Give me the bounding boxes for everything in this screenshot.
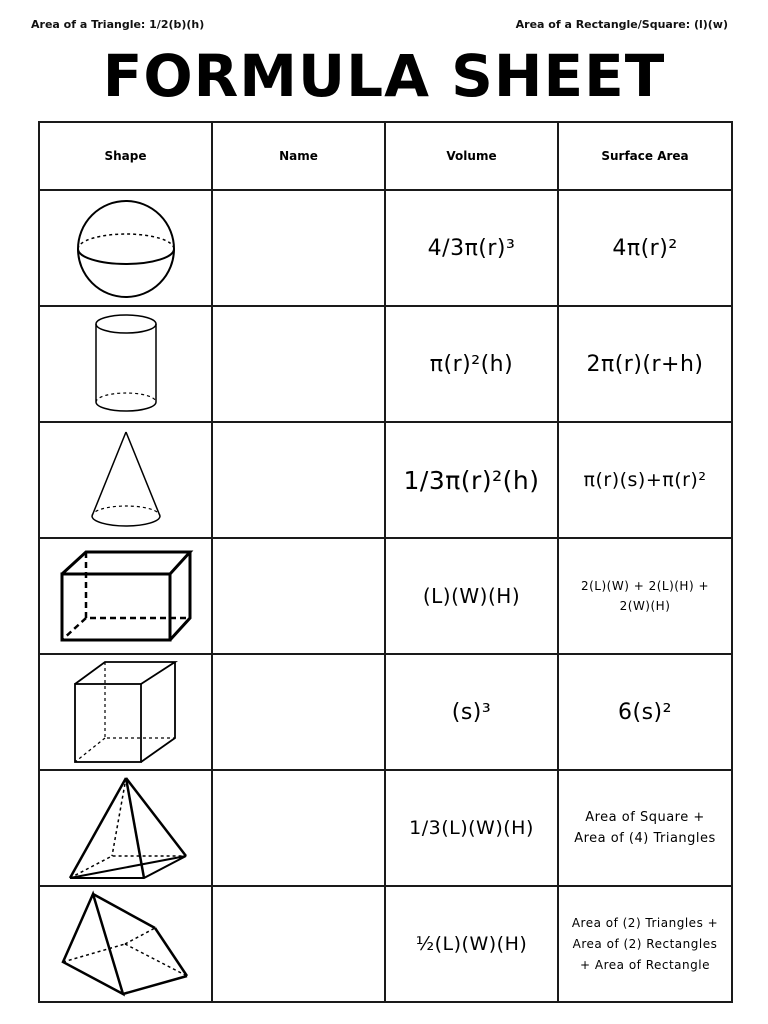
volume-cell <box>385 654 558 770</box>
formula-table <box>38 121 733 1003</box>
table-row <box>39 886 732 1002</box>
table-row <box>39 654 732 770</box>
volume-formula: (L)(W)(H) <box>422 584 521 608</box>
volume-cell <box>385 306 558 422</box>
volume-cell <box>385 886 558 1002</box>
shape-cell <box>39 770 212 886</box>
name-cell[interactable] <box>212 306 385 422</box>
volume-formula: 1/3(L)(W)(H) <box>409 817 534 839</box>
volume-cell <box>385 770 558 886</box>
table-row <box>39 306 732 422</box>
table-row <box>39 422 732 538</box>
volume-cell <box>385 422 558 538</box>
volume-cell <box>385 538 558 654</box>
shape-cell <box>39 886 212 1002</box>
surface-area-formula: 4π(r)² <box>612 235 678 261</box>
surface-area-formula: 2(L)(W) + 2(L)(H) + 2(W)(H) <box>580 579 710 613</box>
surface-area-cell <box>558 770 732 886</box>
shape-cell <box>39 306 212 422</box>
surface-area-cell <box>558 654 732 770</box>
table-row <box>39 538 732 654</box>
triangular-prism-icon <box>59 890 193 998</box>
shape-cell <box>39 422 212 538</box>
name-cell[interactable] <box>212 886 385 1002</box>
column-header-volume: Volume <box>385 122 558 190</box>
page-title: FORMULA SHEET <box>102 42 666 110</box>
volume-formula: ½(L)(W)(H) <box>415 933 528 955</box>
cylinder-icon <box>86 312 166 416</box>
column-header-surface-area: Surface Area <box>558 122 732 190</box>
table-row <box>39 770 732 886</box>
name-cell[interactable] <box>212 654 385 770</box>
cube-icon <box>71 658 181 766</box>
triangle-area-note: Area of a Triangle: 1/2(b)(h) <box>31 18 205 31</box>
table-row <box>39 190 732 306</box>
volume-formula: (s)³ <box>451 699 492 725</box>
surface-area-formula: 6(s)² <box>618 699 672 725</box>
volume-cell <box>385 190 558 306</box>
surface-area-cell <box>558 538 732 654</box>
column-header-name: Name <box>212 122 385 190</box>
surface-area-cell <box>558 306 732 422</box>
surface-area-formula: 2π(r)(r+h) <box>586 351 704 377</box>
shape-cell <box>39 654 212 770</box>
surface-area-cell <box>558 190 732 306</box>
surface-area-cell <box>558 886 732 1002</box>
sphere-icon <box>71 193 181 303</box>
surface-area-formula: Area of Square + Area of (4) Triangles <box>574 810 716 846</box>
volume-formula: π(r)²(h) <box>429 351 514 377</box>
name-cell[interactable] <box>212 422 385 538</box>
name-cell[interactable] <box>212 538 385 654</box>
square-pyramid-icon <box>64 774 188 882</box>
name-cell[interactable] <box>212 190 385 306</box>
name-cell[interactable] <box>212 770 385 886</box>
volume-formula: 4/3π(r)³ <box>427 235 516 261</box>
surface-area-formula: Area of (2) Triangles + Area of (2) Rectangles + Area of Rectangle <box>571 915 719 972</box>
rectangular-prism-icon <box>56 546 196 646</box>
column-header-shape: Shape <box>39 122 212 190</box>
surface-area-cell <box>558 422 732 538</box>
shape-cell <box>39 190 212 306</box>
cone-icon <box>86 428 166 532</box>
surface-area-formula: π(r)(s)+π(r)² <box>583 469 707 491</box>
table-header-row <box>39 122 732 190</box>
shape-cell <box>39 538 212 654</box>
volume-formula: 1/3π(r)²(h) <box>403 465 540 495</box>
rectangle-area-note: Area of a Rectangle/Square: (l)(w) <box>515 18 728 31</box>
